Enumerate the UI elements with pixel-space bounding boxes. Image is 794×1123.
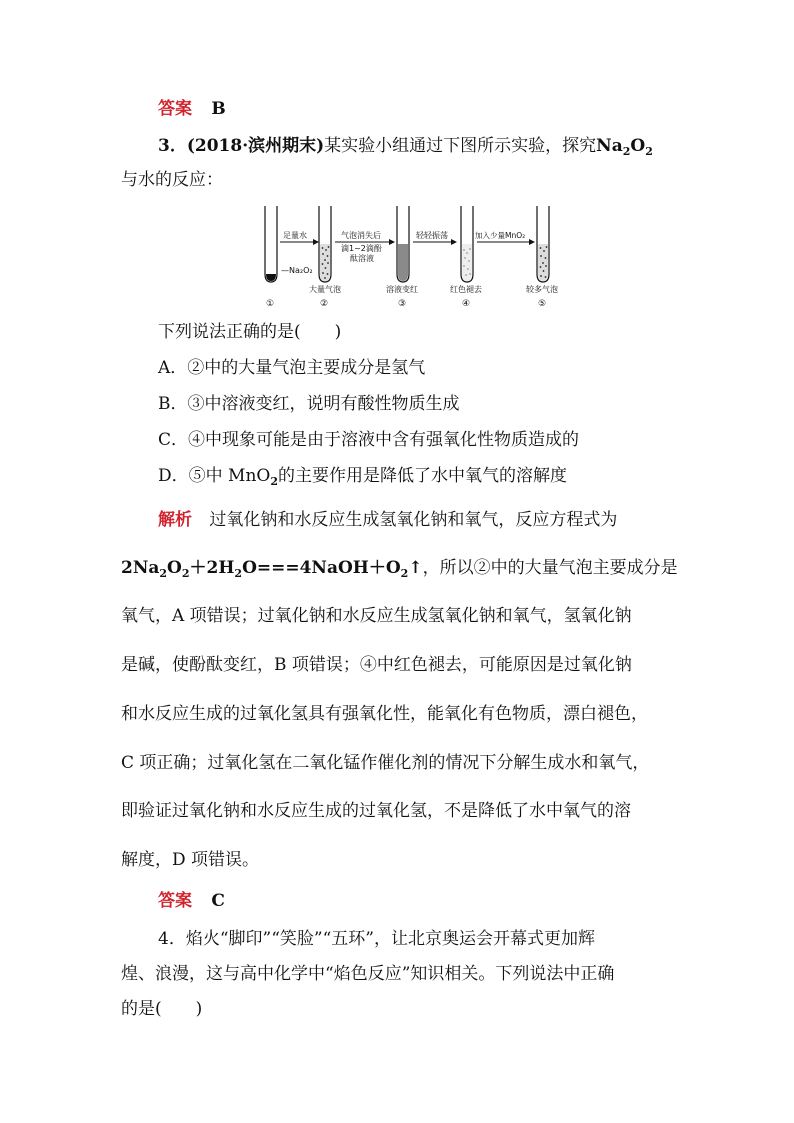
option-d-text-a: D．⑤中 MnO — [158, 466, 271, 486]
option-d-sub: 2 — [270, 475, 278, 488]
test-tube-5 — [537, 206, 549, 282]
test-tube-3 — [397, 206, 409, 282]
question-4-line-3 — [121, 998, 202, 1020]
question-4-text-2: 煌、浪漫，这与高中化学中“焰色反应”知识相关。下列说法中正确 — [121, 964, 615, 984]
tube-number-3: ③ — [398, 299, 407, 309]
tube-number-5: ⑤ — [538, 299, 547, 309]
question-source: (2018·滨州期末) — [186, 136, 325, 156]
question-stem-a: 某实验小组通过下图所示实验，探究 — [324, 136, 597, 156]
option-c — [158, 429, 579, 451]
question-3-stem — [158, 135, 653, 163]
question-4-line-2 — [121, 963, 614, 985]
option-d — [158, 465, 567, 493]
option-a-text: A．②中的大量气泡主要成分是氢气 — [158, 358, 426, 378]
analysis-text-3: 氧气，A 项错误；过氧化钠和水反应生成氢氧化钠和氧气，氢氧化钠 — [121, 606, 632, 626]
analysis-text-7: 即验证过氧化钠和水反应生成的过氧化氢，不是降低了水中氧气的溶 — [121, 801, 631, 821]
question-4-text-1: 4．焰火“脚印”“笑脸”“五环”，让北京奥运会开幕式更加辉 — [158, 929, 595, 949]
caption-tube-5: 较多气泡 — [526, 285, 558, 294]
caption-tube-4: 红色褪去 — [450, 285, 482, 294]
answer-line-2 — [158, 890, 225, 912]
analysis-line-2 — [121, 557, 678, 585]
analysis-label: 解析 — [158, 510, 192, 530]
question-4-line-1 — [158, 928, 595, 950]
caption-tube-3: 溶液变红 — [386, 285, 418, 294]
analysis-line-4 — [121, 654, 632, 676]
arrow-label-phenol: 酞溶液 — [350, 254, 374, 263]
question-3-stem-2 — [121, 169, 223, 191]
question-number: 3． — [158, 136, 187, 156]
analysis-text-6: C 项正确；过氧化氢在二氧化锰作催化剂的情况下分解生成水和氧气， — [121, 753, 650, 773]
option-b — [158, 393, 460, 415]
tube-number-4: ④ — [462, 299, 471, 309]
answer-value: B — [211, 99, 226, 119]
analysis-text-4: 是碱，使酚酞变红，B 项错误；④中红色褪去，可能原因是过氧化钠 — [121, 655, 632, 675]
question-3-ask — [158, 321, 341, 343]
test-tube-2 — [319, 206, 331, 282]
tube-number-1: ① — [266, 299, 275, 309]
question-ask-text: 下列说法正确的是( ) — [158, 322, 342, 342]
arrow-label-shake: 轻轻振荡 — [416, 231, 448, 240]
tube-number-2: ② — [320, 299, 329, 309]
option-d-text-b: 的主要作用是降低了水中氧气的溶解度 — [277, 466, 567, 486]
reagent-label: —Na₂O₂ — [281, 266, 313, 275]
analysis-line-3 — [121, 605, 632, 627]
option-a — [158, 357, 425, 379]
analysis-line-5 — [121, 703, 648, 725]
analysis-line-8 — [121, 849, 259, 871]
test-tube-4 — [461, 206, 473, 282]
formula-na: Na — [596, 136, 623, 156]
answer-value-2: C — [211, 891, 225, 911]
option-c-text: C．④中现象可能是由于溶液中含有强氧化性物质造成的 — [158, 430, 580, 450]
analysis-line-1 — [158, 509, 617, 531]
analysis-text-5: 和水反应生成的过氧化氢具有强氧化性，能氧化有色物质，漂白褪色， — [121, 704, 648, 724]
formula-o: O — [630, 136, 646, 156]
question-4-text-3: 的是( ) — [121, 999, 203, 1019]
arrow-label-water: 足量水 — [283, 231, 307, 240]
option-b-text: B．③中溶液变红，说明有酸性物质生成 — [158, 394, 460, 414]
formula-sub-2: 2 — [645, 145, 653, 158]
analysis-text-1: 过氧化钠和水反应生成氢氧化钠和氧气，反应方程式为 — [209, 510, 618, 530]
test-tube-1 — [265, 206, 277, 282]
caption-tube-2: 大量气泡 — [309, 285, 341, 294]
analysis-text-2: ，所以②中的大量气泡主要成分是 — [422, 558, 678, 578]
question-stem-b: 与水的反应： — [121, 170, 223, 190]
answer-line-1 — [158, 98, 226, 120]
analysis-line-7 — [121, 800, 631, 822]
answer-label: 答案 — [158, 99, 192, 119]
answer-label-2: 答案 — [158, 891, 192, 911]
equation: $2Na_2O_2+2H_2O===4NaOH+O_2↑$ — [121, 558, 423, 580]
analysis-text-8: 解度，D 项错误。 — [121, 850, 260, 870]
arrow-label-mno2: 加入少量MnO₂ — [475, 231, 526, 240]
experiment-figure — [253, 200, 563, 310]
formula-sub-1: 2 — [622, 145, 631, 158]
arrow-label-drops: 滴1~2滴酚 — [341, 244, 382, 253]
analysis-line-6 — [121, 752, 649, 774]
arrow-label-bubbles-gone: 气泡消失后 — [341, 231, 381, 240]
